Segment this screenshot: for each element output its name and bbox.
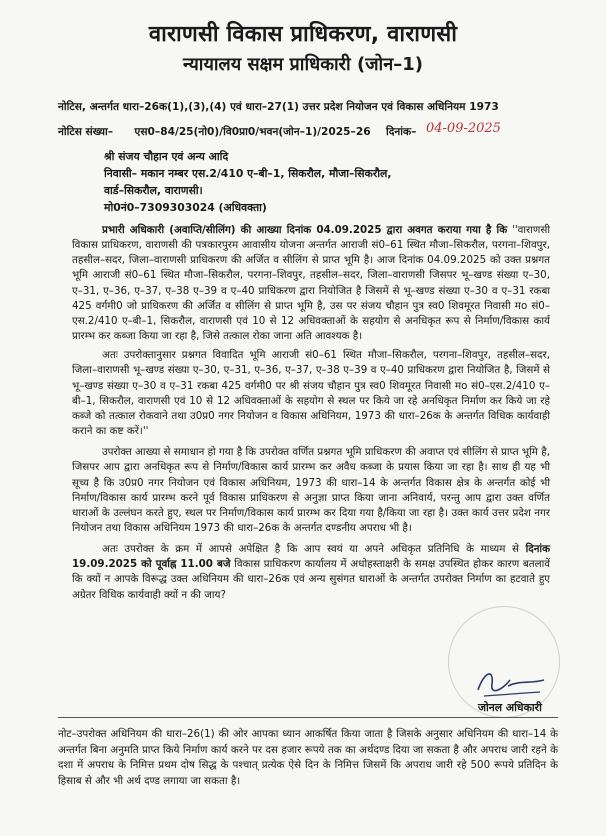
handwritten-date: 04-09-2025: [426, 121, 501, 136]
addressee-name: श्री संजय चौहान एवं अन्य आदि: [104, 150, 229, 163]
paragraph-summons: [72, 542, 550, 603]
notice-body: [72, 223, 550, 603]
signatory-designation: जोनल अधिकारी: [478, 701, 542, 714]
report-lead: प्रभारी अधिकारी (अवाप्ति/सीलिंग) की आख्या दिनांक 04.09.2025 द्वारा अवगत कराया गया है कि: [102, 224, 508, 236]
report-quote: ''वाराणसी विकास प्राधिकरण, वाराणसी की पत्रकारपुरम आवासीय योजना अन्तर्गत आराजी सं0–61 स्थित मौजा–सिकरौल, परगना–शिवपुर, तहसील–सदर, जिला–वाराणसी प्राधिकरण की अर्जित व सीलिंग से प्राप्त भूमि है। आज दिनांक 04.09.2025 को उक्त प्रश्नगत भूमि आराजी सं0–61 स्थित मौजा–सिकरौल, परगना–शिवपुर, तहसील–सदर, जिला–वाराणसी जिसपर भू–खण्ड संख्या ए–30, ए–31, ए–36, ए–37, ए–38 ए–39 व ए–40 प्राधिकरण द्वारा नियोजित है जिसमें से भू–खण्ड संख्या ए–30 व ए–31 रकबा 425 वर्गमी0 जो प्राधिकरण की अर्जित व सीलिंग से प्राप्त भूमि है, उस पर संजय चौहान पुत्र स्व0 शिवमूरत निवासी मo सं0–एस.2/410 ए–बी–1, सिकरौल, वाराणसी एवं 10 से 12 अधिवक्ताओं के सहयोग से अनधिकृत रूप से निर्माण/विकास कार्य प्रारम्भ कर कब्जा किया जा रहा है, जिसे तत्काल रोका जाना अति आवश्यक है।: [72, 224, 550, 343]
penalty-footnote: नोट–उपरोक्त अधिनियम की धारा–26(1) की ओर आपका ध्यान आकर्षित किया जाता है जिसके अनुसार अधिनियम की धारा–14 के अन्तर्गत बिना अनुमति प्राप्त किये निर्माण कार्य करने पर दस हजार रूपये तक का अर्थदण्ड दिया जा सकता है और अपराध जारी रहने के दशा में अपराध के निमित्त प्रथम दोष सिद्ध के पश्चात् प्रत्येक ऐसे दिन के निमित्त जिसमें कि अपराध जारी रहे 500 रूपये प्रतिदिन के हिसाब से और भी अर्थ दण्ड लगाया जा सकता है।: [58, 728, 558, 787]
notice-number-row: [58, 125, 416, 139]
summons-start: अतः उपरोक्त के क्रम में आपसे अपेक्षित है कि आप स्वयं या अपने अधिकृत प्रतिनिधि के माध्यम से: [102, 543, 519, 556]
addressee-mobile: मो0नं0–7309303024 (अधिवक्ता): [104, 201, 267, 214]
paragraph-report: [72, 223, 550, 344]
addressee-address-line1: निवासी– मकान नम्बर एस.2/410 ए–बी–1, सिकरौल, मौजा–सिकरौल,: [104, 167, 392, 180]
date-label: दिनांक–: [385, 126, 417, 138]
footnote-divider: [58, 717, 558, 718]
court-title: न्यायालय सक्षम प्राधिकारी (जोन–1): [183, 54, 423, 75]
notice-number-label: नोटिस संख्या–: [58, 126, 114, 138]
notice-section-line: नोटिस, अन्तर्गत धारा–26क(1),(3),(4) एवं धारा–27(1) उत्तर प्रदेश नियोजन एवं विकास अधिनियम 1973: [58, 101, 499, 113]
authority-title: वाराणसी विकास प्राधिकरण, वाराणसी: [148, 22, 458, 47]
paragraph-request: अतः उपरोक्तानुसार प्रश्नगत विवादित भूमि आराजी सं0–61 स्थित मौजा–सिकरौल, परगना–शिवपुर, तहसील–सदर, जिला–वाराणसी भू–खण्ड संख्या ए–30, ए–31, ए–36, ए–37, ए–38 ए–39 व ए–40 प्राधिकरण द्वारा नियोजित है, जिसमें से भू–खण्ड संख्या ए–30 व ए–31 रकबा 425 वर्गमी0 पर श्री संजय चौहान पुत्र स्व0 शिवमूरत निवासी मo सं0–एस.2/410 ए–बी–1, सिकरौल, वाराणसी एवं 10 से 12 अधिवक्ताओं के सहयोग से स्थल पर किये जा रहे अनधिकृत निर्माण कर किये जा रहे कब्जे को तत्काल रोकवाने तथा उ0प्र0 नगर नियोजन व विकास अधिनियम, 1973 की धारा–26क के अन्तर्गत विधिक कार्यवाही कराने का कष्ट करें।'': [72, 349, 550, 438]
summons-end: विकास प्राधिकरण कार्यालय में अधोहस्ताक्षरी के समक्ष उपस्थित होकर कारण बतलावें कि क्यों न आपके विरूद्ध उक्त अधिनियम की धारा–26क एवं अन्य सुसंगत धाराओं के अन्तर्गत उपरोक्त निर्माण का हटवाते हुए अग्रेतर विधिक कार्यवाही क्यों न की जाय?: [72, 558, 550, 601]
paragraph-finding: उपरोक्त आख्या से समाधान हो गया है कि उपरोक्त वर्णित प्रश्नगत भूमि प्राधिकरण की अवाप्त एवं सीलिंग से प्राप्त भूमि है, जिसपर आप द्वारा अनधिकृत रूप से निर्माण/विकास कार्य प्रारम्भ कर अवैध कब्जा के प्रयास किया जा रहा है। साथ ही यह भी सूच्य है कि उ0प्र0 नगर नियोजन एवं विकास अधिनियम, 1973 की धारा–14 के अन्तर्गत विकास क्षेत्र के अन्तर्गत कोई भी निर्माण/विकास कार्य प्रारम्भ करने पूर्व विकास प्राधिकरण से अनुज्ञा प्राप्त किया जाना अनिवार्य, परन्तु आप द्वारा उक्त वर्णित धाराओं के उल्लंघन करते हुए, स्थल पर निर्माण/विकास कार्य प्रारम्भ कर दिया गया है/किया जा रहा है। उक्त कार्य उत्तर प्रदेश नगर नियोजन तथा विकास अधिनियम 1973 की धारा–26क के अन्तर्गत दण्डनीय अपराध भी है।: [72, 446, 550, 534]
notice-number-value: एस0–84/25(नो0)/वि0प्रा0/भवन(जोन–1)/2025–26: [134, 126, 371, 138]
addressee-address-line2: वार्ड–सिकरौल, वाराणसी।: [104, 184, 203, 197]
hearing-date: दिनांक 19.09.2025 को पूर्वाह्न 11.00 बजे: [72, 543, 550, 571]
